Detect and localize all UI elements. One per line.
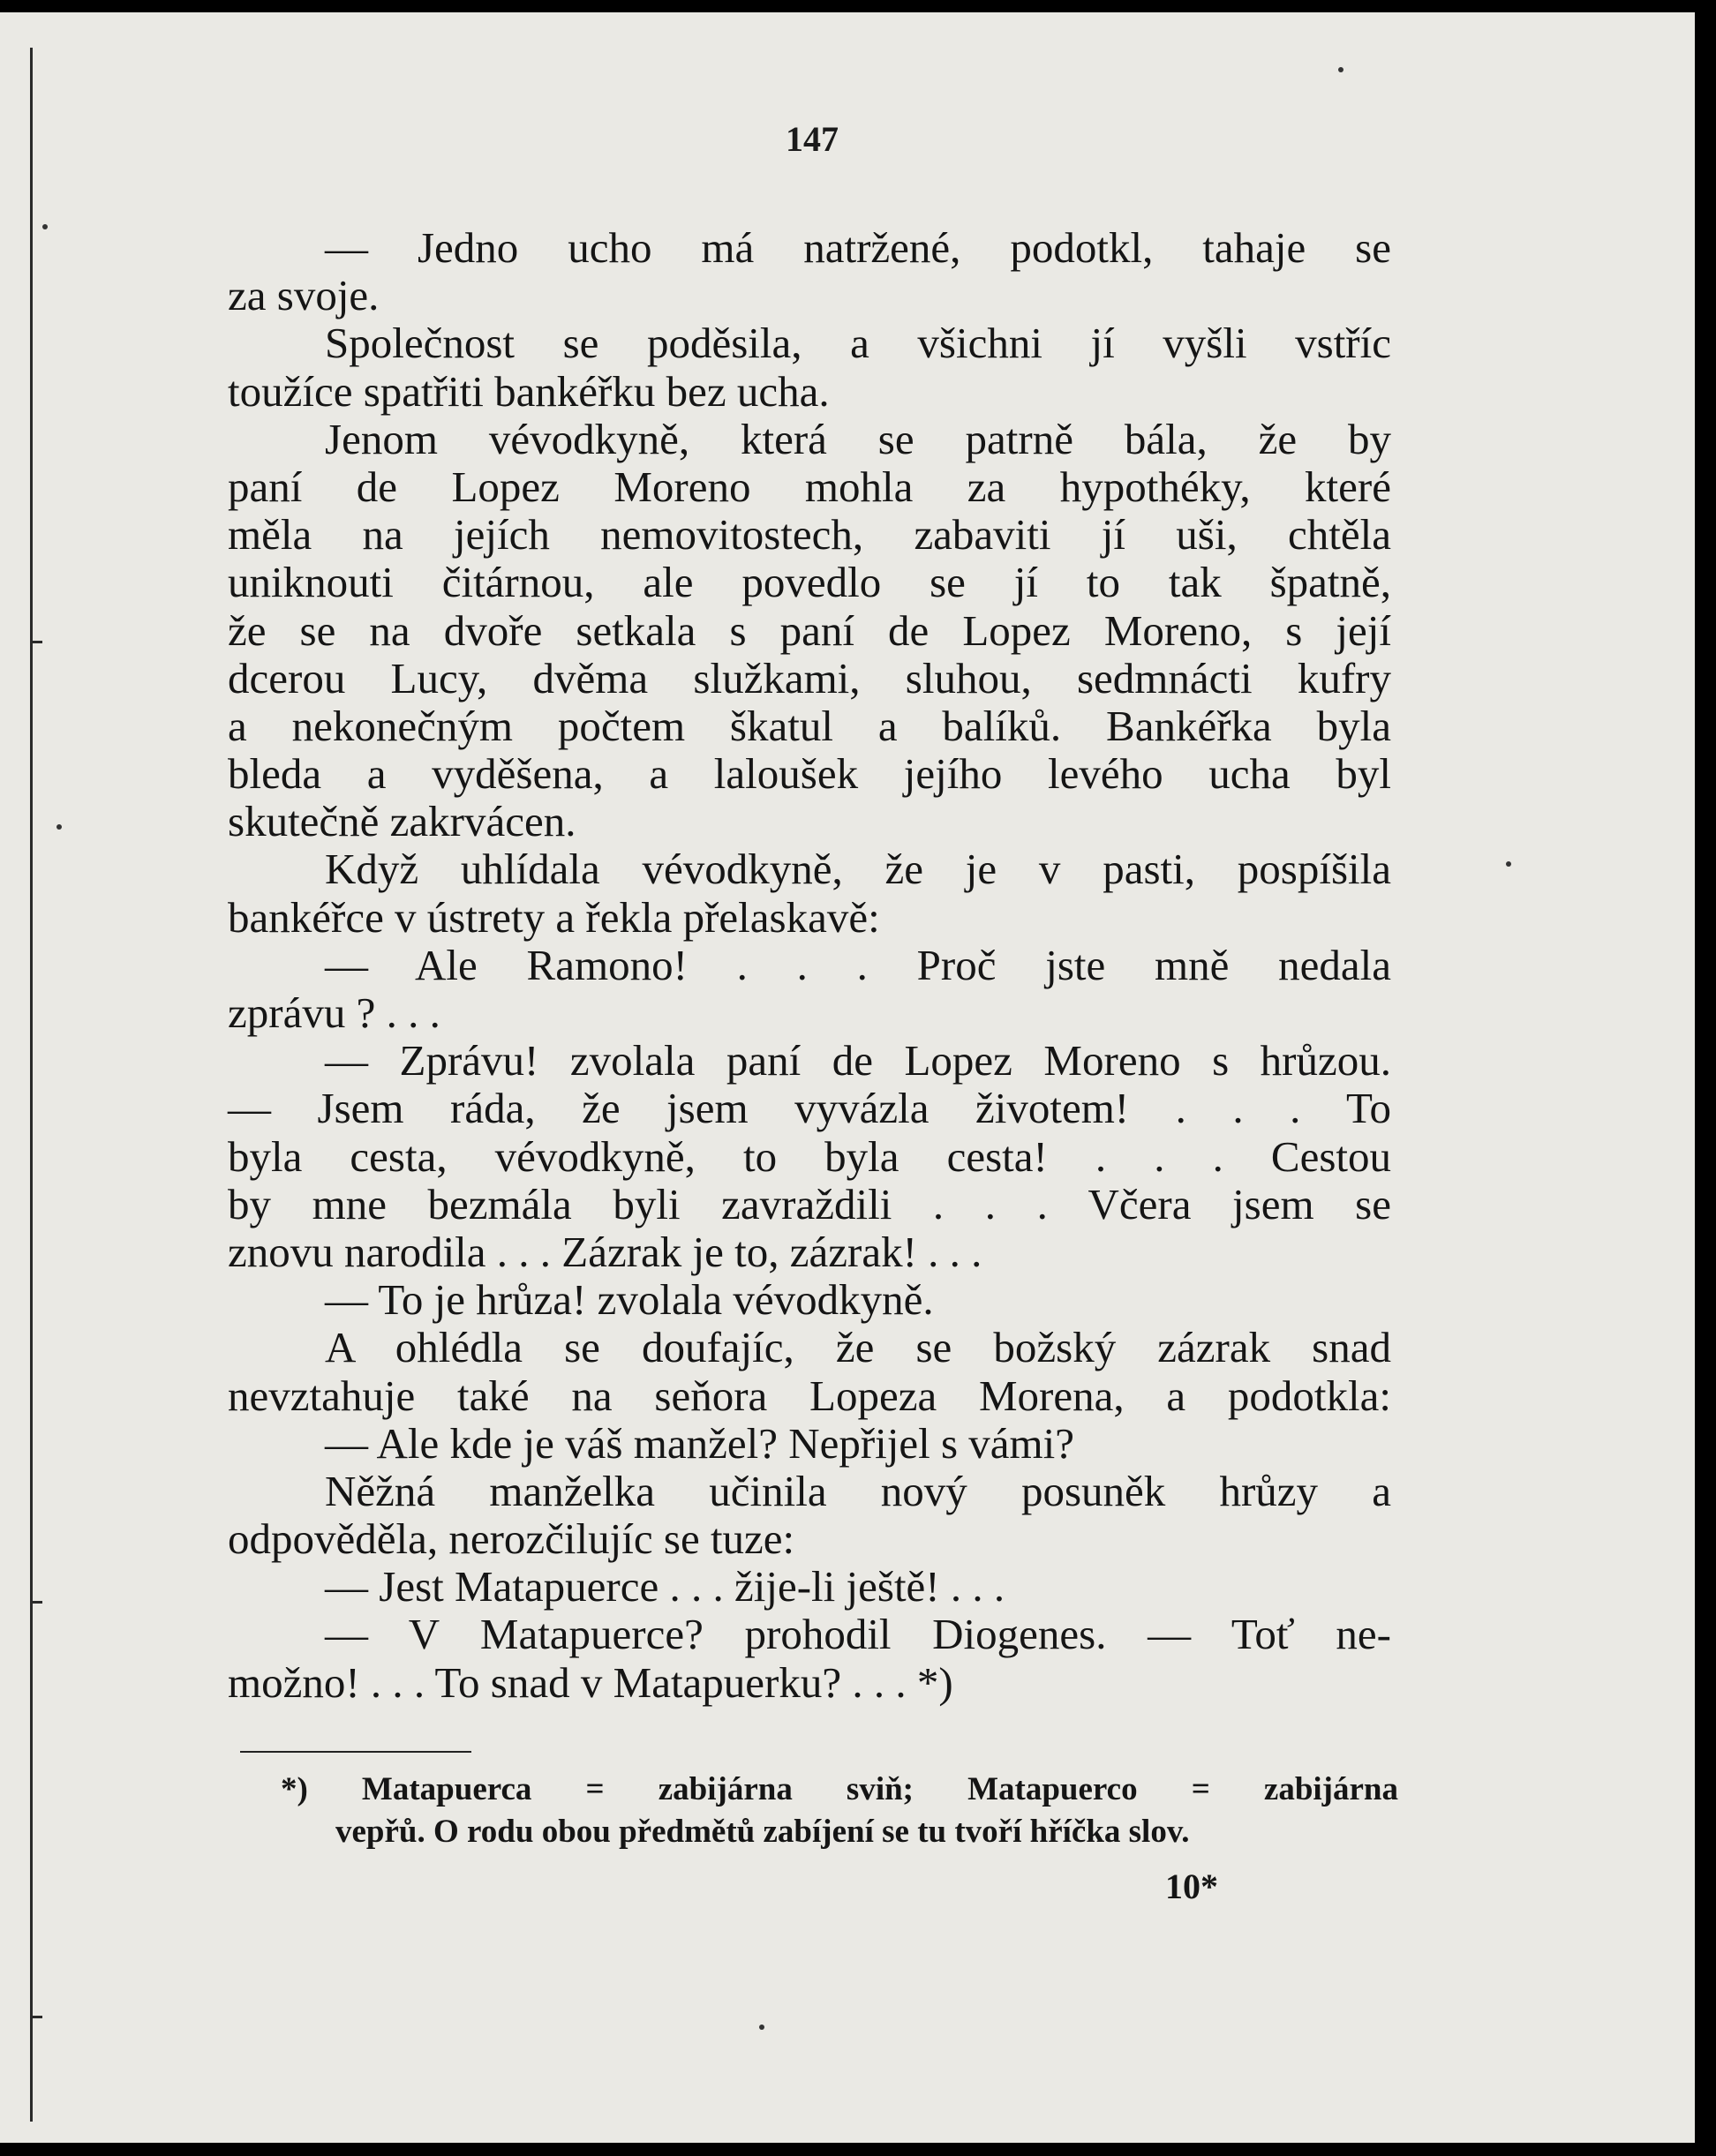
text-line: — Jsem ráda, že jsem vyvázla životem! . . . To: [228, 1084, 1391, 1133]
print-speck: [1506, 861, 1511, 867]
text-line: nevztahuje také na seňora Lopeza Morena, a podotkla:: [228, 1371, 1391, 1420]
text-line: Jenom vévodkyně, která se patrně bála, že by: [325, 414, 1391, 463]
print-speck: [42, 224, 48, 229]
text-line: měla na jejích nemovitostech, zabaviti jí uši, chtěla: [228, 510, 1391, 560]
footnote-line: vepřů. O rodu obou předmětů zabíjení se tu tvoří hříčka slov.: [335, 1814, 1190, 1850]
text-line: paní de Lopez Moreno mohla za hypothéky, které: [228, 462, 1391, 511]
text-line: bankéřce v ústrety a řekla přelaskavě:: [228, 892, 880, 942]
binding-mark: [30, 1601, 42, 1604]
body-text: [228, 224, 1391, 1707]
text-line: — V Matapuerce? prohodil Diogenes. — Toť ne-: [325, 1610, 1391, 1659]
book-page: [0, 12, 1695, 2143]
page-number: 147: [786, 119, 839, 159]
print-speck: [759, 2025, 764, 2030]
binding-edge: [30, 48, 33, 2122]
text-line: zprávu ? . . .: [228, 988, 440, 1037]
text-line: za svoje.: [228, 271, 380, 320]
text-line: odpověděla, nerozčilujíc se tuze:: [228, 1514, 795, 1564]
footnote: [281, 1769, 1398, 1853]
binding-mark: [30, 641, 42, 643]
binding-mark: [30, 2016, 42, 2018]
text-line: — Jest Matapuerce . . . žije-li ještě! . . .: [325, 1562, 1005, 1611]
print-speck: [56, 824, 62, 830]
text-line: že se na dvoře setkala s paní de Lopez Moreno, s její: [228, 605, 1391, 655]
text-line: uniknouti čitárnou, ale povedlo se jí to tak špatně,: [228, 558, 1391, 607]
text-line: A ohlédla se doufajíc, že se božský zázrak snad: [325, 1323, 1391, 1372]
text-line: Když uhlídala vévodkyně, že je v pasti, pospíšila: [325, 845, 1391, 894]
text-line: — Ale Ramono! . . . Proč jste mně nedala: [325, 940, 1391, 989]
text-line: a nekonečným počtem škatul a balíků. Bankéřka byla: [228, 701, 1391, 750]
text-line: Společnost se poděsila, a všichni jí vyšli vstříc: [325, 319, 1391, 368]
text-line: — Jedno ucho má natržené, podotkl, tahaje se: [325, 223, 1391, 272]
text-line: možno! . . . To snad v Matapuerku? . . . *): [228, 1657, 953, 1707]
text-line: toužíce spatřiti bankéřku bez ucha.: [228, 366, 830, 416]
text-line: byla cesta, vévodkyně, to byla cesta! . . . Cestou: [228, 1131, 1391, 1181]
text-line: Něžná manželka učinila nový posuněk hrůzy a: [325, 1466, 1391, 1515]
signature-mark: 10*: [1165, 1867, 1218, 1906]
text-line: bleda a vyděšena, a laloušek jejího levého ucha byl: [228, 749, 1391, 799]
text-line: — To je hrůza! zvolala vévodkyně.: [325, 1275, 934, 1325]
text-line: dcerou Lucy, dvěma služkami, sluhou, sedmnácti kufry: [228, 653, 1391, 702]
text-line: — Zprávu! zvolala paní de Lopez Moreno s hrůzou.: [325, 1036, 1391, 1086]
footnote-divider: [240, 1751, 471, 1753]
print-speck: [1338, 67, 1343, 72]
text-line: znovu narodila . . . Zázrak je to, zázrak! . . .: [228, 1227, 982, 1276]
footnote-line: *) Matapuerca = zabijárna sviň; Matapuerco = zabijárna: [281, 1771, 1398, 1807]
text-line: by mne bezmála byli zavraždili . . . Včera jsem se: [228, 1179, 1391, 1228]
text-line: — Ale kde je váš manžel? Nepřijel s vámi?: [325, 1418, 1075, 1468]
text-line: skutečně zakrvácen.: [228, 797, 576, 846]
